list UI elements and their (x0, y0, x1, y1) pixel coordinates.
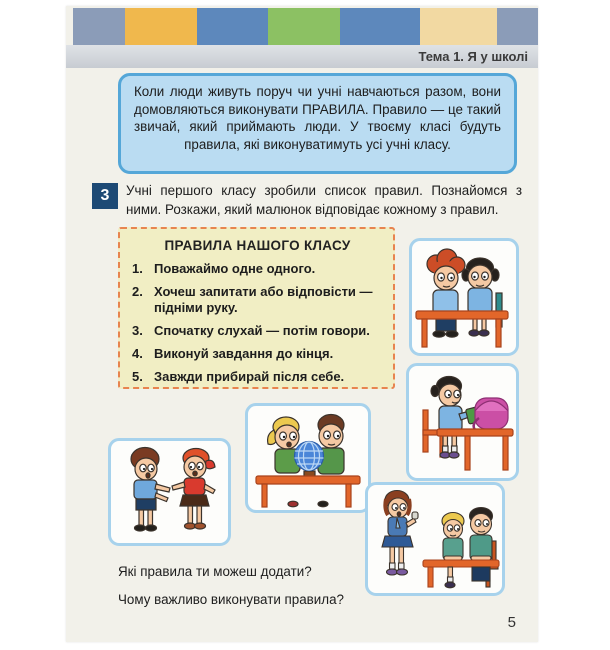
illustration-children-talking (108, 438, 231, 546)
intro-rules-box (118, 73, 517, 174)
page-number: 5 (507, 614, 516, 631)
color-block (420, 8, 497, 45)
illustration-girl-speaking-children-listening (365, 482, 505, 596)
textbook-page (66, 6, 538, 642)
exercise-text: Учні першого класу зробили список правил. Познайомся з ними. Розкажи, який малюнок відповідає кожному з правил. (126, 183, 522, 217)
rule-item: 4. Виконуй завдання до кінця. (132, 345, 334, 361)
question-why-follow-rules: Чому важливо виконувати правила? (118, 592, 344, 607)
theme-title: Тема 1. Я у школі (418, 49, 528, 64)
rule-item: 2. Хочеш запитати або відповісти — підніми руку. (132, 284, 373, 315)
color-block (340, 8, 420, 45)
color-block (497, 8, 538, 45)
theme-header-bar (66, 45, 538, 68)
rule-item: 1. Поважаймо одне одного. (132, 261, 316, 276)
illustration-children-with-globe (245, 403, 371, 513)
intro-text: Коли люди живуть поруч чи учні навчаються разом, вони домовляються виконувати ПРАВИЛА. Правило — це такий звичай, який приймають люди. У твоєму класі будуть правила, які виконуватимуть усі учні класу. (134, 84, 501, 152)
illustration-girl-packing-backpack (406, 363, 519, 481)
color-block (197, 8, 268, 45)
color-block (268, 8, 340, 45)
question-add-rules: Які правила ти можеш додати? (118, 564, 312, 579)
class-rules-box (118, 227, 395, 389)
color-block (125, 8, 197, 45)
illustration-children-sitting-at-desk (409, 238, 519, 356)
rule-item: 3. Спочатку слухай — потім говори. (132, 322, 370, 338)
decorative-color-strip (73, 8, 538, 45)
exercise-number-badge: 3 (92, 183, 118, 209)
rule-item: 5. Завжди прибирай після себе. (132, 368, 345, 384)
color-block (73, 8, 125, 45)
rules-title: ПРАВИЛА НАШОГО КЛАСУ (164, 238, 351, 253)
